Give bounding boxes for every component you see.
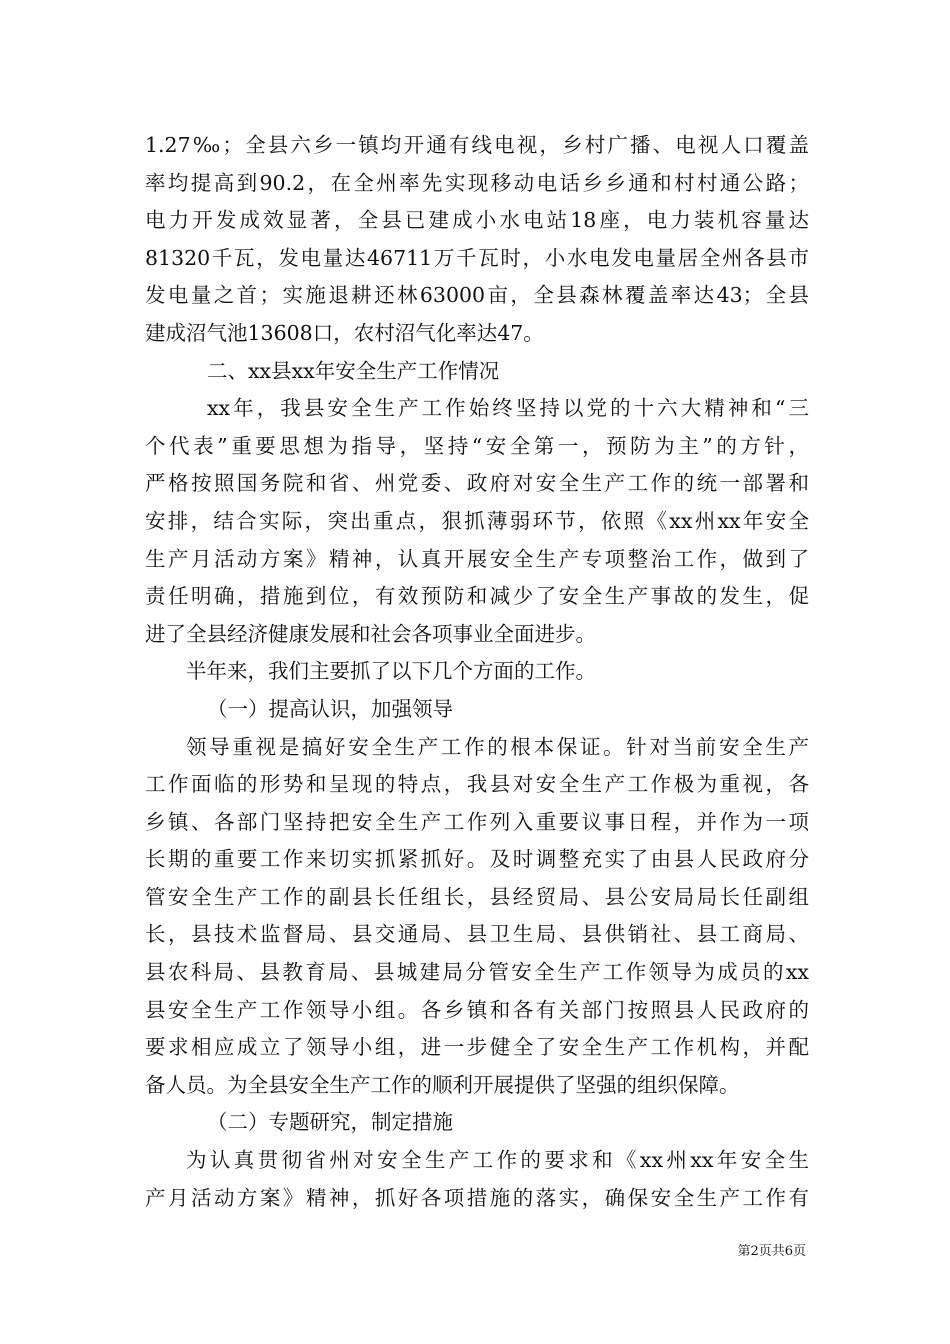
text-line: 严格按照国务院和省、州党委、政府对安全生产工作的统一部署和 — [145, 471, 809, 496]
text-line: 县农科局、县教育局、县城建局分管安全生产工作领导为成员的xx — [145, 960, 809, 985]
text-line: 发电量之首；实施退耕还林63000亩，全县森林覆盖率达43；全县 — [145, 283, 809, 308]
text-line: 要求相应成立了领导小组，进一步健全了安全生产工作机构，并配 — [145, 1035, 809, 1060]
text-line: 管安全生产工作的副县长任组长，县经贸局、县公安局局长任副组 — [145, 884, 809, 909]
text-line: 领导重视是搞好安全生产工作的根本保证。针对当前安全生产 — [186, 734, 809, 759]
text-line: 产月活动方案》精神，抓好各项措施的落实，确保安全生产工作有 — [145, 1185, 809, 1210]
text-line: 1.27‰；全县六乡一镇均开通有线电视，乡村广播、电视人口覆盖 — [145, 133, 809, 157]
text-line: 81320千瓦，发电量达46711万千瓦时，小水电发电量居全州各县市 — [145, 245, 809, 270]
text-line: 工作面临的形势和呈现的特点，我县对安全生产工作极为重视，各 — [145, 772, 809, 797]
text-line: 建成沼气池13608口，农村沼气化率达47。 — [145, 320, 544, 345]
text-line: 县安全生产工作领导小组。各乡镇和各有关部门按照县人民政府的 — [145, 997, 809, 1022]
text-line: 长，县技术监督局、县交通局、县卫生局、县供销社、县工商局、 — [145, 922, 809, 947]
text-line: 安排，结合实际，突出重点，狠抓薄弱环节，依照《xx州xx年安全 — [145, 508, 809, 533]
section-heading: 二、xx县xx年安全生产工作情况 — [207, 358, 500, 383]
text-line: 进了全县经济健康发展和社会各项事业全面进步。 — [145, 621, 596, 646]
text-line: 半年来，我们主要抓了以下几个方面的工作。 — [186, 659, 596, 684]
text-line: 备人员。为全县安全生产工作的顺利开展提供了坚强的组织保障。 — [145, 1072, 740, 1097]
text-line: 为认真贯彻省州对安全生产工作的要求和《xx州xx年安全生 — [186, 1148, 809, 1173]
text-line: 率均提高到90.2，在全州率先实现移动电话乡乡通和村村通公路； — [145, 170, 809, 195]
document-body — [145, 127, 809, 1217]
text-line: 责任明确，措施到位，有效预防和减少了安全生产事故的发生，促 — [145, 584, 809, 609]
subsection-heading: （二）专题研究，制定措施 — [207, 1110, 453, 1135]
text-line: 电力开发成效显著，全县已建成小水电站18座，电力装机容量达 — [145, 208, 809, 233]
page-number: 第2页共6页 — [737, 1244, 806, 1259]
text-line: xx年，我县安全生产工作始终坚持以党的十六大精神和“三 — [207, 396, 809, 421]
text-line: 生产月活动方案》精神，认真开展安全生产专项整治工作，做到了 — [145, 546, 809, 571]
text-line: 个代表”重要思想为指导，坚持“安全第一，预防为主”的方针， — [145, 433, 809, 458]
text-line: 长期的重要工作来切实抓紧抓好。及时调整充实了由县人民政府分 — [145, 847, 809, 872]
subsection-heading: （一）提高认识，加强领导 — [207, 696, 453, 721]
text-line: 乡镇、各部门坚持把安全生产工作列入重要议事日程，并作为一项 — [145, 809, 809, 834]
